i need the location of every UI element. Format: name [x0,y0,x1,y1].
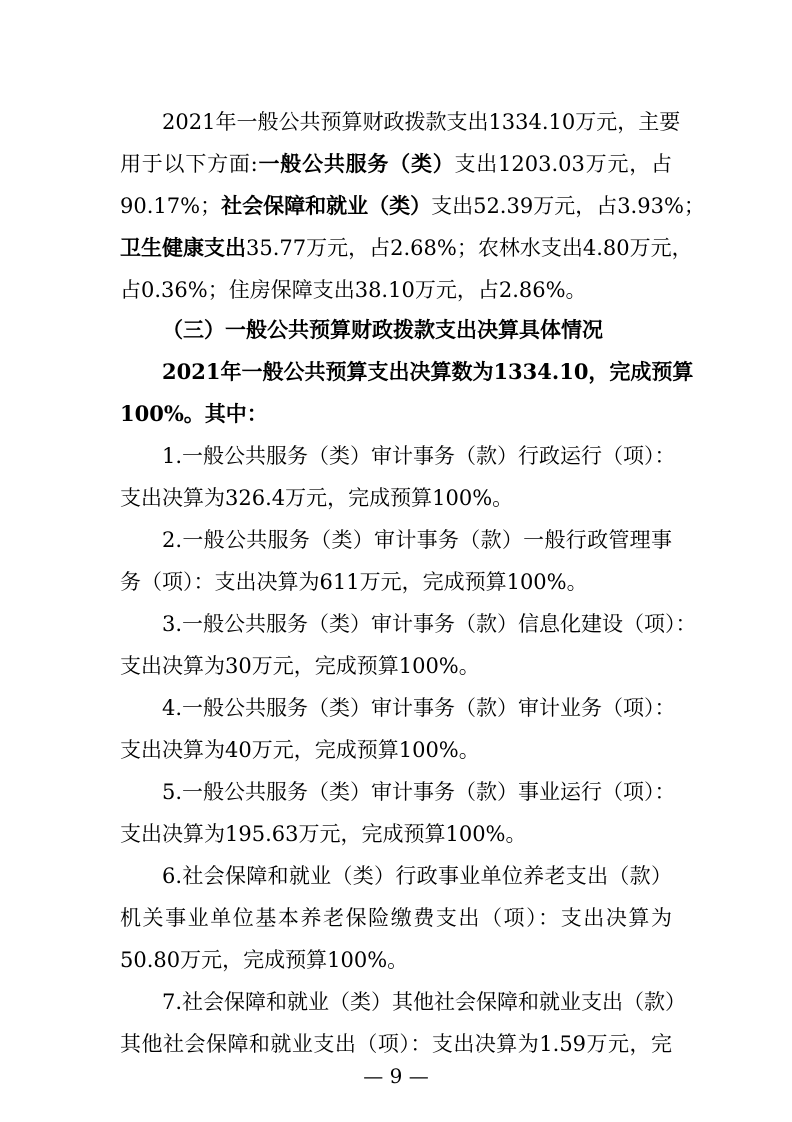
para1-line2-bold: 一般公共服务（类） [257,151,455,176]
item-7-line1: 7.社会保障和就业（类）其他社会保障和就业支出（款） [162,990,687,1014]
para1-line4-tail: 35.77万元，占2.68%；农林水支出4.80万元， [246,236,693,260]
page-number: — 9 — [363,1064,429,1088]
item-7-line2: 其他社会保障和就业支出（项）：支出决算为1.59万元，完 [120,1032,672,1056]
item-5-line1: 5.一般公共服务（类）审计事务（款）事业运行（项）： [162,780,676,804]
para1-line3-tail: 支出52.39万元，占3.93%； [431,194,705,218]
para1-line1: 2021年一般公共预算财政拨款支出1334.10万元，主要 [162,110,681,134]
item-2-line1: 2.一般公共服务（类）审计事务（款）一般行政管理事 [162,528,672,552]
item-6-line1: 6.社会保障和就业（类）行政事业单位养老支出（款） [162,864,672,888]
summary-line1: 2021年一般公共预算支出决算数为1334.10，完成预算 [162,359,694,384]
item-6-line2: 机关事业单位基本养老保险缴费支出（项）：支出决算为 [120,906,672,930]
item-3-line2: 支出决算为30万元，完成预算100%。 [120,654,480,678]
para1-line2 [120,146,672,182]
para1-line3-bold: 社会保障和就业（类） [221,193,432,218]
para1-line2-tail: 支出1203.03万元，占 [454,152,672,176]
item-1-line1: 1.一般公共服务（类）审计事务（款）行政运行（项）： [162,444,676,468]
para1-line4 [120,230,693,266]
para1-line4-bold: 卫生健康支出 [120,235,246,260]
para1-line3-lead: 90.17%； [120,194,222,218]
item-4-line2: 支出决算为40万元，完成预算100%。 [120,738,480,762]
item-2-line2: 务（项）：支出决算为611万元，完成预算100%。 [120,570,588,594]
item-6-line3: 50.80万元，完成预算100%。 [120,948,409,972]
para1-line3 [120,188,705,224]
item-5-line2: 支出决算为195.63万元，完成预算100%。 [120,822,527,846]
para1-line5: 占0.36%；住房保障支出38.10万元，占2.86%。 [120,278,587,302]
para1-line2-lead: 用于以下方面: [120,152,258,176]
section-heading: （三）一般公共预算财政拨款支出决算具体情况 [162,317,603,342]
summary-line2: 100%。其中： [120,401,268,426]
item-4-line1: 4.一般公共服务（类）审计事务（款）审计业务（项）： [162,696,676,720]
item-1-line2: 支出决算为326.4万元，完成预算100%。 [120,486,514,510]
item-3-line1: 3.一般公共服务（类）审计事务（款）信息化建设（项）： [162,612,697,636]
